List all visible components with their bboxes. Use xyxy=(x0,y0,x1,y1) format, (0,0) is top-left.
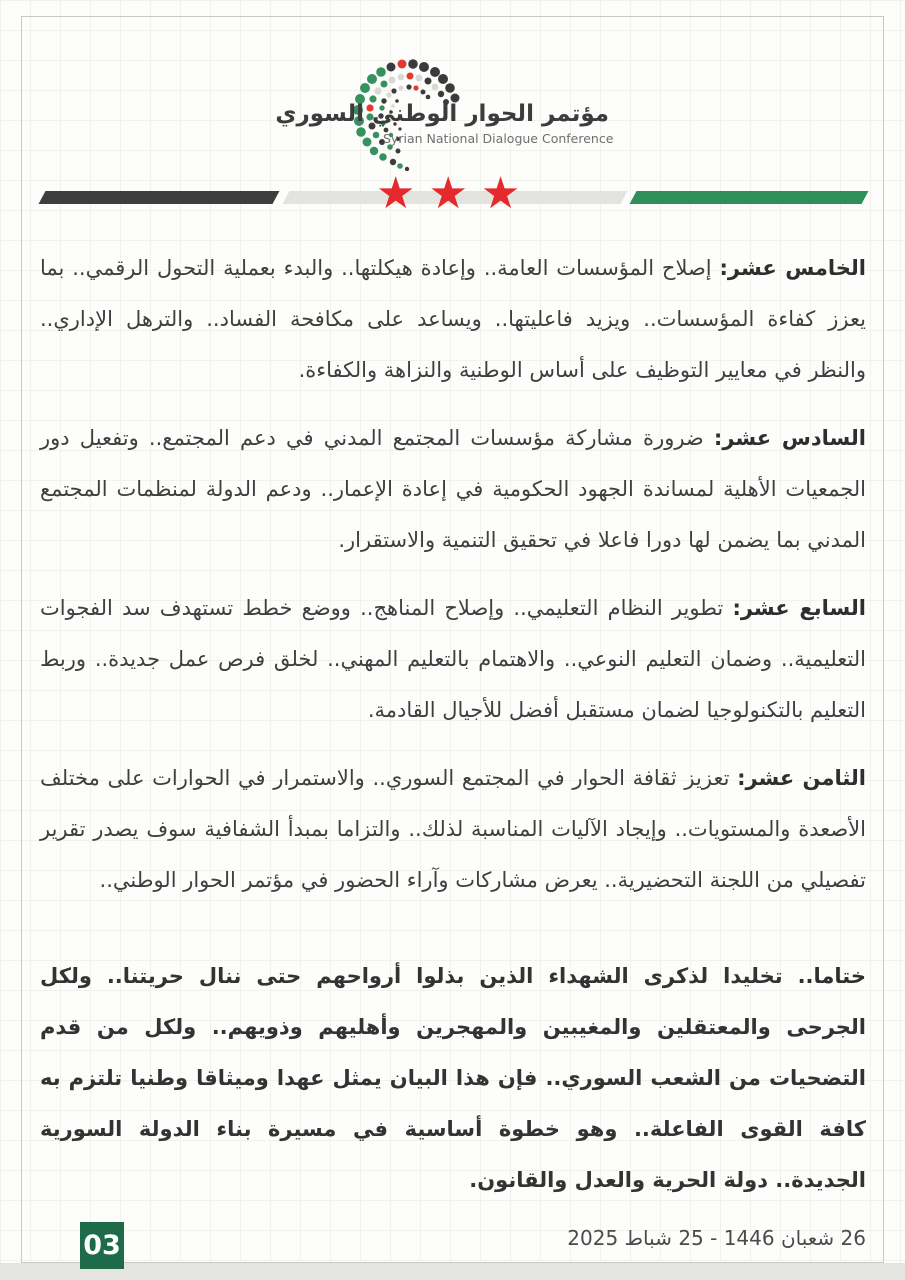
logo-title-arabic: مؤتمر الحوار الوطني السوري xyxy=(275,101,609,127)
logo-subtitle-english: Syrian National Dialogue Conference xyxy=(383,131,614,146)
logo-text-block xyxy=(275,100,614,146)
bottom-edge-strip xyxy=(0,1263,905,1280)
paragraph-eighteenth-text: تعزيز ثقافة الحوار في المجتمع السوري.. والاستمرار في الحوارات على مختلف الأصعدة والمستويات.. وإيجاد الآليات المناسبة لذلك.. والتزاما بمبدأ الشفافية سوف يصدر تقرير تفصيلي من اللجنة التحضيرية.. يعرض مشاركات وآراء الحضور في مؤتمر الحوار الوطني.. xyxy=(40,766,866,892)
divider-stars xyxy=(376,169,520,219)
paragraph-seventeenth-lead: السابع عشر: xyxy=(732,596,866,620)
paragraph-seventeenth-text: تطوير النظام التعليمي.. وإصلاح المناهج.. ووضع خطط تستهدف سد الفجوات التعليمية.. وضمان التعليم النوعي.. والاهتمام بالتعليم المهني.. لخلق فرص عمل جديدة.. وربط التعليم بالتكنولوجيا لضمان مستقبل أفضل للأجيال القادمة. xyxy=(40,596,866,722)
divider-green-bar xyxy=(630,191,869,204)
paragraph-eighteenth xyxy=(40,753,866,906)
star-icon: ★ xyxy=(480,168,521,219)
closing-paragraph xyxy=(40,951,866,1206)
paragraph-seventeenth xyxy=(40,583,866,736)
document-date: 26 شعبان 1446 - 25 شباط 2025 xyxy=(567,1226,866,1250)
paragraph-fifteenth xyxy=(40,243,866,396)
divider-black-bar xyxy=(39,191,280,204)
closing-paragraph-text: تخليدا لذكرى الشهداء الذين بذلوا أرواحهم حتى ننال حريتنا.. ولكل الجرحى والمعتقلين والمغيبين والمهجرين وأهليهم وذويهم.. ولكل من قدم التضحيات من الشعب السوري.. فإن هذا البيان يمثل عهدا وميثاقا وطنيا تلتزم به كافة القوى الفاعلة.. وهو خطوة أساسية في مسيرة بناء الدولة السورية الجديدة.. دولة الحرية والعدل والقانون. xyxy=(40,964,866,1192)
page-number-badge: 03 xyxy=(80,1222,124,1269)
paragraph-fifteenth-text: إصلاح المؤسسات العامة.. وإعادة هيكلتها.. والبدء بعملية التحول الرقمي.. بما يعزز كفاءة المؤسسات.. ويزيد فاعليتها.. ويساعد على مكافحة الفساد.. والترهل الإداري.. والنظر في معايير التوظيف على أساس الوطنية والنزاهة والكفاءة. xyxy=(40,256,866,382)
document-body xyxy=(40,243,866,1253)
paragraph-fifteenth-lead: الخامس عشر: xyxy=(719,256,867,280)
star-icon: ★ xyxy=(376,168,416,219)
paragraph-eighteenth-lead: الثامن عشر: xyxy=(737,766,866,790)
star-icon: ★ xyxy=(428,168,468,219)
closing-paragraph-lead: ختاما.. xyxy=(797,964,866,988)
paragraph-sixteenth-lead: السادس عشر: xyxy=(713,426,866,450)
paragraph-sixteenth-text: ضرورة مشاركة مؤسسات المجتمع المدني في دعم المجتمع.. وتفعيل دور الجمعيات الأهلية لمساندة الجهود الحكومية في إعادة الإعمار.. ودعم الدولة لمنظمات المجتمع المدني بما يضمن لها دورا فاعلا في تحقيق التنمية والاستقرار. xyxy=(40,426,866,552)
paragraph-sixteenth xyxy=(40,413,866,566)
